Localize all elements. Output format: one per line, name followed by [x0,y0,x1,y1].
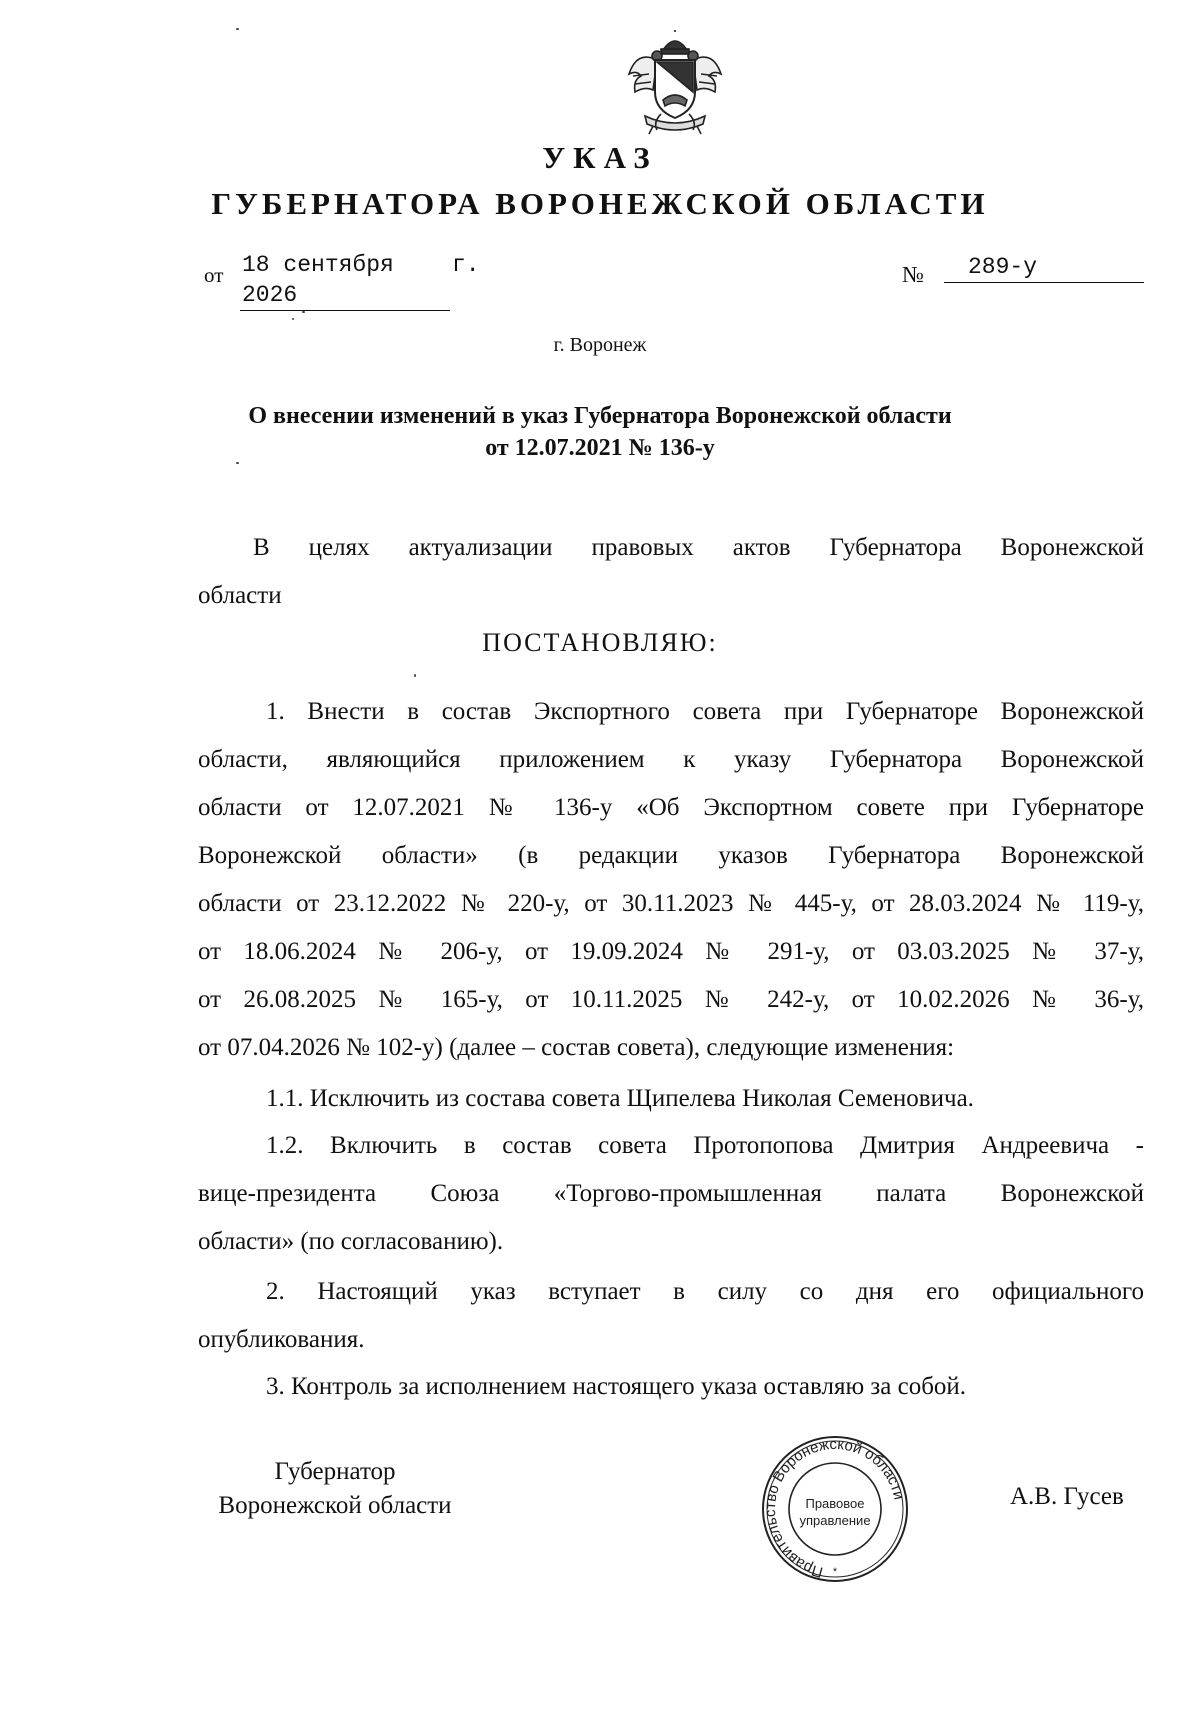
text-line: 3. Контроль за исполнением настоящего указа оставляю за собой. [266,1373,967,1400]
text-line: области от 12.07.2021 № 136-у «Об Экспортном совете при Губернаторе [198,794,1144,821]
date-value: 18 сентября 2026 [240,250,450,311]
scan-speck [292,318,294,320]
text-line: 1. Внести в состав Экспортного совета при Губернаторе Воронежской [266,698,1144,725]
signatory-title-line: Губернатор [274,1458,396,1485]
subject-line: О внесении изменений в указ Губернатора Воронежской области [248,403,952,429]
text-line: области [198,582,282,609]
paragraph-2 [198,1268,1144,1364]
subject-line: от 12.07.2021 № 136-у [485,435,715,461]
official-stamp [760,1433,910,1585]
text-line: области» (по согласованию). [198,1228,504,1255]
stamp-ring-text: Правительство Воронежской области [761,1435,908,1581]
date-suffix: г. [452,252,480,278]
document-title: УКАЗ [542,140,658,175]
text-line: от 26.08.2025 № 165-у, от 10.11.2025 № 242-у, от 10.02.2026 № 36-у, [198,986,1144,1013]
city: г. Воронеж [553,334,647,356]
paragraph-1-1 [198,1075,1144,1123]
text-line: Воронежской области» (в редакции указов Губернатора Воронежской [198,842,1144,869]
coat-of-arms-icon [623,30,727,136]
date-prefix: от [204,263,224,287]
paragraph-1 [198,688,1144,1072]
text-line: 2. Настоящий указ вступает в силу со дня его официального [266,1278,1144,1305]
signatory-name: А.В. Гусев [1010,1483,1124,1510]
text-line: 1.1. Исключить из состава совета Щипелева Николая Семеновича. [266,1085,974,1112]
scan-speck [236,28,239,30]
decree-word: ПОСТАНОВЛЯЮ: [482,628,718,657]
text-line: области от 23.12.2022 № 220-у, от 30.11.2023 № 445-у, от 28.03.2024 № 119-у, [198,890,1144,917]
text-line: от 18.06.2024 № 206-у, от 19.09.2024 № 291-у, от 03.03.2025 № 37-у, [198,938,1144,965]
stamp-star-icon: * [832,1566,838,1578]
document-number: 289-у [944,252,1144,283]
number-sign: № [902,262,924,287]
scan-speck [302,311,305,313]
document-subtitle: ГУБЕРНАТОРА ВОРОНЕЖСКОЙ ОБЛАСТИ [211,186,989,221]
stamp-center-line: управление [799,1513,871,1528]
text-line: области, являющийся приложением к указу Губернатора Воронежской [198,746,1144,773]
stamp-center-line: Правовое [805,1496,865,1511]
text-line: от 07.04.2026 № 102-у) (далее – состав совета), следующие изменения: [198,1034,955,1061]
paragraph-1-2 [198,1122,1144,1266]
document-subject [0,400,1200,464]
preamble-paragraph [198,524,1144,620]
text-line: вице-президента Союза «Торгово-промышленная палата Воронежской [198,1180,1144,1207]
text-line: 1.2. Включить в состав совета Протопопова Дмитрия Андреевича - [266,1132,1144,1159]
text-line: В целях актуализации правовых актов Губернатора Воронежской [253,534,1144,561]
signatory-title-line: Воронежской области [218,1492,452,1519]
paragraph-3 [198,1363,1144,1411]
scan-speck [414,674,416,677]
text-line: опубликования. [198,1326,365,1353]
signatory-title [200,1455,470,1523]
